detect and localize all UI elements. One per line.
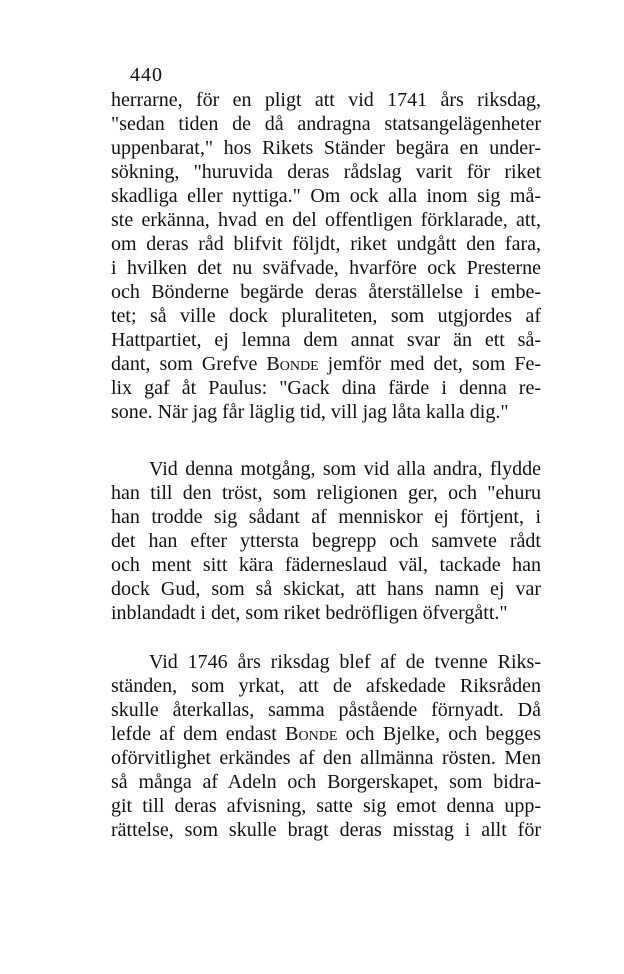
text-line: han till den tröst, som religionen ger, och "ehuru: [111, 482, 541, 504]
text-line: tet; så ville dock pluraliteten, som utgjordes af: [111, 305, 541, 327]
text-line: Vid 1746 års riksdag blef af de tvenne Riks-: [149, 651, 541, 673]
text-line: i hvilken det nu sväfvade, hvarföre ock Presterne: [111, 257, 541, 279]
small-caps-name: Bonde: [285, 723, 338, 745]
text-line: skulle återkallas, samma påstående förnyadt. Då: [111, 699, 541, 721]
text-line: och ment sitt kära fäderneslaud väl, tackade han: [111, 554, 541, 576]
paragraph: [111, 88, 541, 424]
page-number: 440: [130, 64, 163, 86]
text-line: rättelse, som skulle bragt deras misstag i allt för: [111, 819, 541, 841]
text-line: dock Gud, som så skickat, att hans namn ej var: [111, 578, 541, 600]
text-line: om deras råd blifvit följdt, riket undgått den fara,: [111, 233, 541, 255]
text-line: Hattpartiet, ej lemna dem annat svar än ett så-: [111, 329, 541, 351]
text-line: inblandadt i det, som riket bedröfligen öfvergått.": [111, 602, 508, 624]
text-line: lix gaf åt Paulus: "Gack dina färde i denna re-: [111, 377, 541, 399]
text-line: "sedan tiden de då andragna statsangelägenheter: [111, 113, 541, 135]
paragraph: [111, 650, 541, 842]
text-line: oförvitlighet erkändes af den allmänna rösten. Men: [111, 747, 541, 769]
text-line: det han efter yttersta begrepp och samvete rådt: [111, 530, 541, 552]
text-line: Vid denna motgång, som vid alla andra, flydde: [149, 458, 541, 480]
text-line: och Bönderne begärde deras återställelse i embe-: [111, 281, 541, 303]
small-caps-name: Bonde: [266, 353, 319, 375]
text-line: lefde af dem endast Bonde och Bjelke, och begges: [111, 723, 541, 745]
text-line: så många af Adeln och Borgerskapet, som bidra-: [111, 771, 541, 793]
text-line: dant, som Grefve Bonde jemför med det, som Fe-: [111, 353, 541, 375]
text-line: han trodde sig sådant af menniskor ej förtjent, i: [111, 506, 541, 528]
text-line: ständen, som yrkat, att de afskedade Riksråden: [111, 675, 541, 697]
text-line: sökning, "huruvida deras rådslag varit för riket: [111, 161, 541, 183]
paragraph: [111, 457, 541, 625]
text-line: herrarne, för en pligt att vid 1741 års riksdag,: [111, 89, 541, 111]
text-line: ste erkänna, hvad en del offentligen förklarade, att,: [111, 209, 541, 231]
text-line: uppenbarat," hos Rikets Ständer begära en under-: [111, 137, 541, 159]
text-line: git till deras afvisning, satte sig emot denna upp-: [111, 795, 541, 817]
text-line: skadliga eller nyttiga." Om ock alla inom sig må-: [111, 185, 541, 207]
text-line: sone. När jag får läglig tid, vill jag låta kalla dig.": [111, 401, 509, 423]
